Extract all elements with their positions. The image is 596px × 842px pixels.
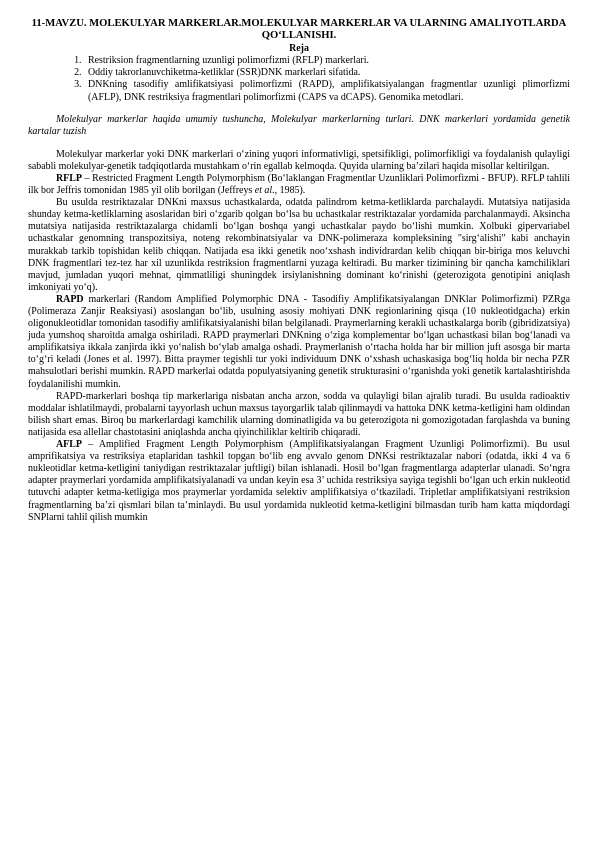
aflp-paragraph xyxy=(28,439,570,524)
section-subtitle: Molekulyar markerlar haqida umumiy tushuncha, Molekulyar markerlarning turlari. DNK markerlari yordamida genetik kartalar tuzish xyxy=(28,113,570,137)
rflp-text: – Restricted Fragment Length Polymorphism (Bo‘laklangan Fragmentlar Uzunliklari Polimorfizmi - BFUP). RFLP tahlili ilk bor Jeffris tomonidan 1985 yil olib borilgan (Jeffreys xyxy=(28,172,570,197)
rflp-text-end: ., 1985). xyxy=(272,185,306,197)
intro-paragraph: Molekulyar markerlar yoki DNK markerlari o‘zining yuqori informativligi, spetsifikligi, polimorfikligi va foydalanish qulayligi sababli molekulyar-genetik tadqiqotlarda mustahkam o‘rin egallab kelmoqda. Quyida ularning ba’zilari haqida misollar keltirilgan. xyxy=(28,148,570,172)
rflp-paragraph xyxy=(28,173,570,197)
plan-item: 2. Oddiy takrorlanuvchiketma-ketliklar (SSR)DNK markerlari sifatida. xyxy=(84,67,570,79)
rapd-text: markerlari (Random Amplified Polymorphic DNA - Tasodifiy Amplifikatsiyalangan DNKlar Polimorfizmi) PZRga (Polimeraza Zanjir Reaksiyasi) asoslangan bo‘lib, usulning asosiy mohiyati DNK regionlarining qisqa (10 nukleotidgacha) erkin oligonukleotidlar tomonidan tasodifiy amlifikatsiyalanishi bilan belgilanadi. Praymerlarning kerakli uchastkalarga borib (gibridizatsiya) juda yumshoq sharoitda amalga oshiriladi. RAPD praymerlari DNKning o‘ziga komplementar bo‘lgan uchastkasi bilan bog‘lanadi va amplifikatsiya ikkala zanjirda ikki yo‘nalish bo‘ylab amalga oshadi. Praymerlanish o‘rtacha holda har bir million juft asosga bir marta to‘g‘ri keladi (Jones et al. 1997). Bitta praymer tegishli tur yoki individuum DNK o‘xshash uchaskasiga bog‘liq holda bir necha PZR mahsulotlari berishi mumkin. RAPD markerlai odatda populyatsiyaning genetik strukturasini o‘rganishda yoki genetik kartalashtirishda foydalanilishi mumkin. xyxy=(28,293,570,390)
spacer xyxy=(28,138,570,149)
plan-heading: Reja xyxy=(289,42,309,54)
plan-item: 3. DNKning tasodifiy amlifikatsiyasi polimorfizmi (RAPD), amplifikatsiyalangan fragmentlar uzunligi plimorfizmi (AFLP), DNK restriksiya fragmentlari polimorfizmi (CAPS va dCAPS). Genomika metodlari. xyxy=(84,79,570,103)
method-paragraph: Bu usulda restriktazalar DNKni maxsus uchastkalarda, odatda palindrom ketma-ketliklarda parchalaydi. Mutatsiya natijasida shunday ketma-ketliklarning asoslaridan biri o‘zgarib qolgan bo‘lsa bu uchastkalar restriktazalar yordamida parchalanmaydi. Aksincha mutatsiya natijasida restriktazalarga chidamli bo‘lgan boshqa yangi uchastkalar paydo bo‘lishi mumkin. Xolbuki gipervariabel uchastkalar genomning transpozitsiya, noteng rekombinatsiyalar va DNK-polimeraza kompleksining "sirg‘alishi" kabi anchayin murakkab tarkib topishidan kelib chiqqan. Natijada esa ikki genetik noo‘xshash individrardan kelib chiqqan bir-biriga mos keluvchi DNK fragmentlari tez-tez har xil uzunlikda restriksion fragmentlarni yuzaga keltiradi. Bu marker tizimining bir qancha kamchiliklari mavjud, jumladan yuqori mehnat, qimmatliligi shuningdek irsiylanishning dominant ko‘rinishi (geterozigota genotipini aniqlash imkoniyati yo‘q). xyxy=(28,197,570,293)
document-page xyxy=(28,18,570,524)
plan-list xyxy=(28,55,570,103)
rapd-paragraph-2: RAPD-markerlari boshqa tip markerlariga nisbatan ancha arzon, sodda va qulayligi bilan ajralib turadi. Bu usulda radioaktiv moddalar ishlatilmaydi, probalarni tayyorlash uchun maxsus tayorgarlik talab qilinmaydi va hattoka DNK ketma-ketligini ham oldindan bilish shart emas. Biroq bu markerlardagi kamchilik ularning dominatligida va bu geterozigota ni gomozigotadan farqlashda va buning natijasida esa allellar chastotasini aniqlashda ancha qiyinchiliklar keltirib chiqaradi. xyxy=(28,390,570,438)
rflp-etal: et al xyxy=(254,185,273,197)
document-title: 11-MAVZU. MOLEKULYAR MARKERLAR.MOLEKULYAR MARKERLAR VA ULARNING AMALIYOTLARDA QO‘LLANISHI. xyxy=(31,18,567,42)
plan-item: 1. Restriksion fragmentlarning uzunligi polimorfizmi (RFLP) markerlari. xyxy=(84,55,570,67)
rapd-term: RAPD xyxy=(56,293,84,305)
aflp-term: AFLP xyxy=(56,439,82,451)
aflp-text: – Amplified Fragment Length Polymorphism (Amplifikatsiyalangan Fragment Uzunligi Polimorfizmi). Bu usul amprifikatsiya va restriksiya etaplaridan tashkil topgan bo‘lib eng avvalo genom DNKsi restriktazalar nabori (odatda, ikki 4 va 6 nukleotidlar ketma-ketligini taniydigan restriktazalar juftligi) bilan ishlanadi. Hosil bo‘lgan fragmentlarga adapterlar ulanadi. So‘ngra adapter praymerlari yordamida amplifikatsiyalanadi va undan keyin esa 3’ uchida restriksiya sayiga tegishli bo‘lgan uch erkin nukleotid tutuvchi adapter ketma-ketligiga mos praymerlar yordamida selektiv amplifikatsiya o‘tkaziladi. Tripletlar amplifikatsiyani restriksion fragmentlarning ba’zi qismlari bilan ta’minlaydi. Bu usul yordamida nukleotid ketma-ketligini bilmasdan turib ham katta miqdordagi SNPlarni tahlil qilish mumkin xyxy=(28,439,570,523)
rapd-paragraph xyxy=(28,294,570,391)
rflp-term: RFLP xyxy=(56,172,82,184)
